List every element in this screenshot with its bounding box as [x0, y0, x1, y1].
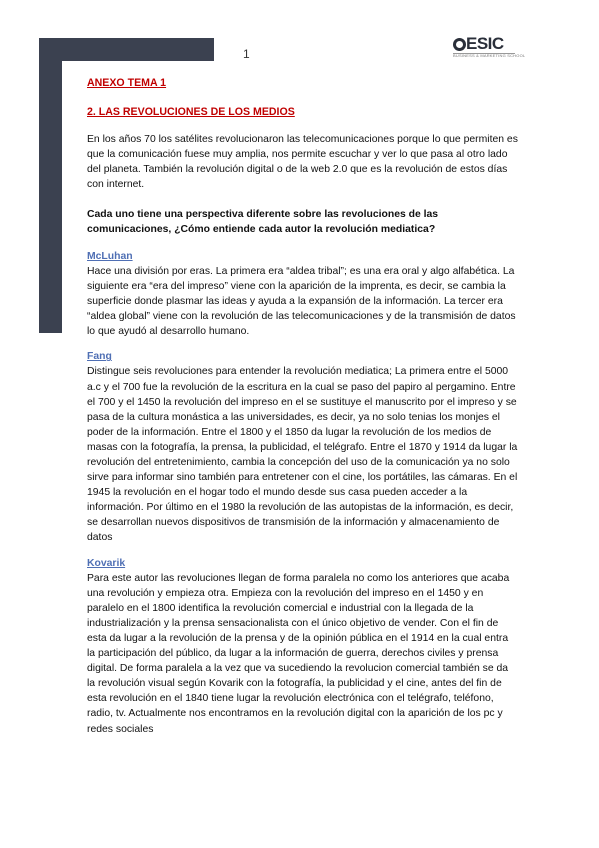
- esic-logo: [453, 34, 526, 58]
- intro-paragraph: En los años 70 los satélites revolucionaron las telecomunicaciones porque lo que permiten es que la comunicación fuese muy amplia, nos permite escuchar y ver lo que pasa al otro lado del planeta. También la revolución digital o de la web 2.0 que es la revolución de estos días con internet.: [87, 134, 518, 191]
- document-body: [87, 72, 519, 737]
- logo-brand: ESIC: [466, 34, 504, 53]
- author-name-fang: Fang: [87, 351, 112, 363]
- author-name-mcluhan: McLuhan: [87, 250, 133, 262]
- page-number: 1: [243, 47, 250, 61]
- annex-heading: ANEXO TEMA 1: [87, 77, 167, 89]
- logo-tagline: BUSINESS & MARKETING SCHOOL: [453, 53, 526, 58]
- author-text-mcluhan: Hace una división por eras. La primera era “aldea tribal”; es una era oral y algo alfabética. La siguiente era “era del impreso” viene con la aparición de la imprenta, es decir, se cambia la superficie donde plasmar las ideas y ayuda a la expansión de la información. La tercer era “aldea global” viene con la revolución de las telecomunicaciones y de la transmisión de datos lo que ayudó al desarrollo humano.: [87, 265, 516, 338]
- section-heading: 2. LAS REVOLUCIONES DE LOS MEDIOS: [87, 106, 295, 119]
- decorative-bracket-left: [39, 38, 62, 333]
- author-text-kovarik: Para este autor las revoluciones llegan de forma paralela no como los anteriores que acaba una revolución y empieza otra. Empieza con la revolución del impreso en el 1450 y en paralelo en el 1800 identifica la revolución comercial e industrial con la llegada de la industrialización y la prensa sensacionalista con el único objetivo de vender. Con el fin de esta da lugar a la revolución de la prensa y de la opinión pública en el 1914 en la cual entra la participación del público, da lugar a la información de guerra, derechos civiles y prensa digital. De forma paralela a la vez que va sucediendo la revolucion comercial también se da la revolución visual según Kovarik con la fotografía, la publicidad y el cine, antes del fin de esta revolución en el 1840 tiene lugar la revolución electrónica con el telégrafo, teléfono, radio, tv. Actualmente nos encontramos en la revolución digital con la aparición de los pc y redes sociales: [87, 572, 510, 735]
- question-paragraph: Cada uno tiene una perspectiva diferente sobre las revoluciones de las comunicaciones, ¿Cómo entiende cada autor la revolución mediatica?: [87, 208, 439, 235]
- logo-mark-icon: [453, 38, 466, 51]
- decorative-bracket-top: [39, 38, 214, 61]
- author-text-fang: Distingue seis revoluciones para entender la revolución mediatica; La primera entre el 5000 a.c y el 700 fue la revolución de la escritura en la cual se paso del papiro al pergamino. Entre el 700 y el 1450 la revolución del impreso en el se sustituye el manuscrito por el impreso y se pasa de la cultura monástica a las universidades, es decir, ya no solo tenias los monjes el poder de la información. Entre el 1800 y el 1850 da lugar la revolución de los medios de masas con la fotografía, la prensa, la publicidad, el telégrafo. Entre el 1870 y 1914 da lugar la revolución del entretenimiento, cambia la concepción del uso de la comunicación ya no solo sirve para informar sino también para entretener con el cine, los portátiles, las cámaras. En el 1945 la revolución en el hogar todo el mundo desde sus casa pueden acceder a la información. Por último en el 1980 la revolución de las autopistas de la información, es decir, se desarrollan nuevos dispositivos de transmisión de la información y almacenamiento de datos: [87, 366, 518, 544]
- author-name-kovarik: Kovarik: [87, 557, 126, 569]
